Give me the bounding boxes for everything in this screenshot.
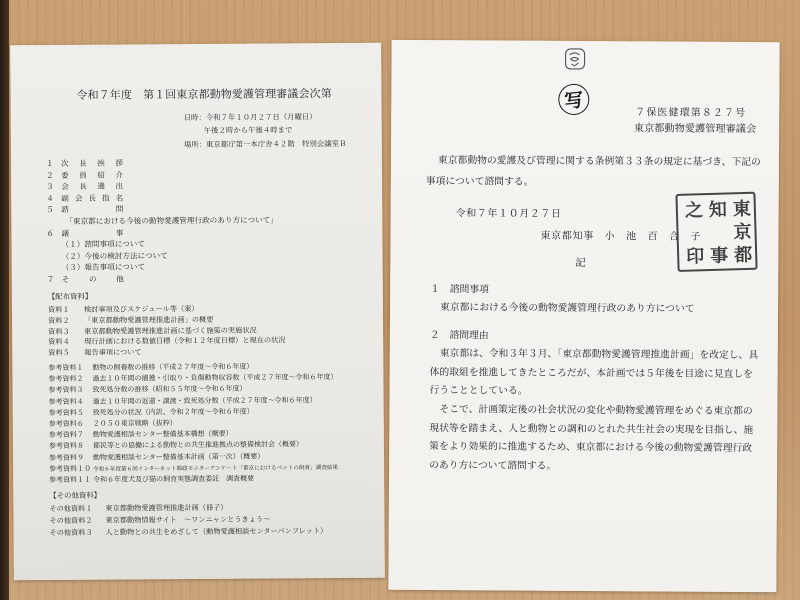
section-heading: ２ 諮問理由 [429, 330, 489, 342]
agenda-subitem: 「東京都における今後の動物愛護管理行政のあり方について」 [65, 215, 278, 226]
reference-text: 動物愛護相談センター整備基本計画（第一次）（概要） [92, 452, 265, 462]
material-text: 「東京都動物愛護管理推進計画」の概要 [84, 314, 214, 325]
other-text: 人と動物との共生をめざして（動物愛護相談センターパンフレット） [105, 526, 328, 537]
section-heading: １ 諮問事項 [430, 284, 489, 296]
intro-line: 事項について諮問する。 [425, 176, 534, 188]
reference-item [49, 439, 338, 452]
reference-label: 参考資料１１ [49, 475, 92, 484]
agenda-item-title: 副会長指名 [61, 193, 124, 203]
material-label: 資料２ [48, 315, 70, 325]
reference-text: 動物の飼養数の推移（平成２７年度～令和６年度） [92, 362, 254, 372]
agenda-subitem: （２）今後の検討方法について [61, 250, 168, 261]
reference-text: ２０５０東京戦略（抜粋） [92, 419, 177, 428]
section-body-line: 行うこととしている。 [429, 385, 528, 397]
reference-text: 致死処分の状況（内訳、令和２年度～令和６年度） [92, 407, 254, 417]
reference-label: 参考資料２ [48, 374, 84, 384]
reference-item [49, 473, 338, 486]
references-list [48, 361, 338, 486]
material-text: 東京都動物愛護管理推進計画に基づく施策の実施状況 [84, 325, 257, 336]
section-body-line: そこで、計画策定後の社会状況の変化や動物愛護管理をめぐる東京都の [439, 404, 753, 418]
agenda-document-page [10, 43, 385, 581]
reference-text: 都民等との協働による動物との共生推進拠点の整備検討会（概要） [92, 440, 303, 451]
agenda-item-title: 議 事 [61, 228, 124, 238]
agenda-item-number: ３ [46, 182, 54, 192]
agenda-item-title: 次 長 挨 拶 [60, 158, 123, 168]
meeting-time: 午後２時から午後４時まで [203, 125, 293, 135]
agenda-subitem: （３）報告事項について [61, 262, 146, 273]
reference-text: 過去１０年間の返還・譲渡・致死処分数（平成２７年度～令和６年度） [92, 395, 317, 406]
section-body-line: 東京都は、令和３年３月、「東京都動物愛護管理推進計画」を改定し、具 [439, 348, 759, 362]
reference-label: 参考資料１ [48, 363, 84, 373]
section-body-line: のあり方について諮問する。 [429, 460, 557, 472]
material-label: 資料１ [47, 304, 70, 315]
material-label: 資料４ [48, 337, 70, 347]
other-label: その他資料２ [49, 515, 93, 526]
section-body-line: 策をより効果的に推進するため、東京都における今後の動物愛護管理行政 [429, 441, 753, 455]
agenda-item [47, 272, 279, 285]
other-text: 東京都動物愛護管理推進計画（冊子） [105, 502, 228, 513]
agenda-item-number: ５ [46, 205, 54, 215]
section-body-line: 体的取組を推進してきたところだが、本計画では５年後を目途に見直しを [429, 367, 753, 381]
material-item [48, 336, 285, 348]
reference-text: 令和６年度犬及び猫の飼育実態調査委託 調査概要 [93, 474, 255, 484]
agenda-item-number: ７ [46, 274, 55, 284]
material-label: 資料５ [48, 348, 70, 358]
section-body-line: 東京都における今後の動物愛護管理行政のあり方について [440, 302, 695, 315]
others-list [49, 501, 327, 539]
agenda-list [46, 156, 278, 285]
agenda-item-number: ６ [46, 228, 55, 238]
agenda-item-title: 会 長 選 出 [61, 181, 124, 192]
material-text: 検討事項及びスケジュール等（案） [83, 303, 199, 314]
reference-text: 致死処分数の推移（昭和５５年度～令和６年度） [92, 385, 247, 395]
agenda-item-number: ２ [46, 170, 54, 180]
materials-list [48, 303, 286, 359]
reference-label: 参考資料９ [48, 453, 85, 462]
ki-marker: 記 [575, 256, 586, 270]
reference-item [49, 395, 338, 408]
document-title: 令和７年度 第１回東京都動物愛護管理審議会次第 [76, 87, 332, 102]
material-item [48, 347, 285, 359]
sender-name: 東京都知事 小 池 百 合 子 [540, 230, 702, 243]
material-label: 資料３ [48, 326, 70, 336]
reference-text: 動物愛護相談センター整備基本構想（概要） [92, 429, 233, 439]
reference-label: 参考資料４ [48, 397, 84, 406]
agenda-item-title: 委 員 紹 介 [61, 170, 124, 180]
reference-label: 参考資料８ [48, 442, 84, 451]
reference-label: 参考資料１０ [49, 464, 92, 473]
reference-item [49, 462, 338, 475]
section-body-line: 現状等を踏まえ、人と動物との調和のとれた共生社会の実現を目指し、施 [429, 423, 754, 437]
reference-label: 参考資料５ [48, 408, 84, 417]
reference-label: 参考資料６ [48, 419, 84, 428]
copy-stamp: 写 [557, 82, 591, 116]
other-text: 東京都動物情報サイト ～ワンニャンとうきょう～ [105, 514, 271, 525]
issue-date: 令和７年１０月２７日 [455, 208, 562, 220]
addressee: 東京都動物愛護管理審議会 [633, 123, 757, 136]
reference-label: 参考資料７ [48, 430, 84, 440]
meeting-datetime: 日時：令和７年１０月２７日（月曜日） [183, 112, 317, 123]
table-edge [0, 0, 9, 600]
other-label: その他資料１ [49, 503, 93, 514]
consultation-document-page [388, 40, 779, 592]
reference-label: 参考資料３ [48, 386, 84, 395]
seal-column: 東京都 [729, 198, 753, 264]
materials-heading: 【配布資料】 [47, 291, 93, 302]
document-number: ７保医健環第８２７号 [635, 107, 747, 119]
agenda-subitem: （１）諮問事項について [61, 239, 145, 250]
other-item [50, 525, 328, 539]
governor-seal [675, 192, 757, 272]
reference-text: 令和６年度第６回インターネット都政モニターアンケート「東京におけるペットの飼育」調査結果 [93, 464, 339, 473]
intro-line: 東京都動物の愛護及び管理に関する条例第３３条の規定に基づき、下記の [437, 155, 761, 169]
material-text: 現行計画における数値目標（令和１２年度目標）と現在の状況 [84, 335, 286, 347]
agenda-item-number: ４ [46, 193, 54, 203]
agenda-item-title: そ の 他 [61, 274, 124, 284]
material-text: 報告事項について [84, 347, 142, 357]
seal-column: 知事 [705, 199, 729, 265]
reference-text: 過去１０年間の捕獲・引取り・負傷動物収容数（平成２７年度～令和６年度） [92, 373, 338, 383]
agenda-item-title: 諮 問 [61, 204, 124, 215]
meeting-place: 場所：東京都庁第一本庁舎４２階 特別会議室Ｂ [183, 138, 347, 150]
emblem-icon [562, 47, 587, 72]
other-label: その他資料３ [49, 527, 93, 538]
agenda-item-number: １ [45, 159, 54, 169]
others-heading: 【その他資料】 [49, 490, 102, 501]
seal-column: 之印 [681, 200, 705, 265]
